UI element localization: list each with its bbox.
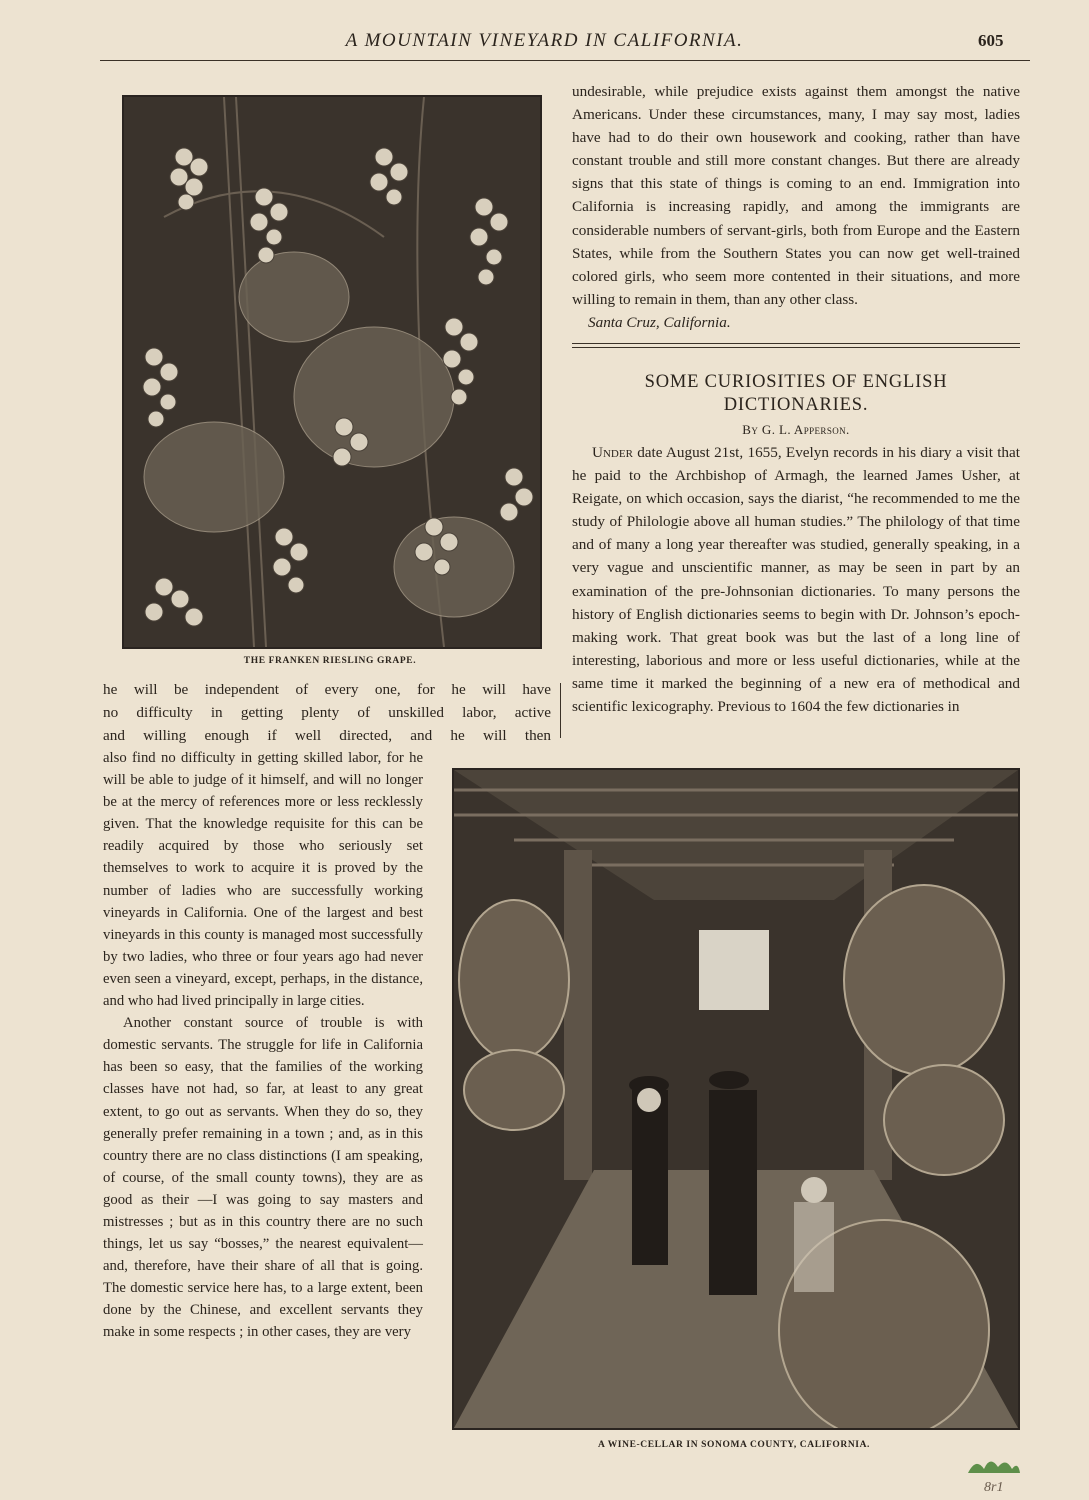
left-column-wide-text [103,678,551,747]
article-title-line: SOME CURIOSITIES OF ENGLISH [644,372,948,392]
place-line: Santa Cruz, California. [588,313,731,331]
left-column-narrow-text [103,747,423,1344]
wide-line: he will be independent of every one, for he will have [103,681,551,698]
header-rule [100,60,1030,61]
article-byline: By G. L. Apperson. [742,422,850,437]
section-divider [572,343,1020,348]
article-title [572,371,1020,417]
grape-engraving-icon [122,95,542,649]
right-column-continuation [572,80,1020,334]
paragraph: also find no difficulty in getting skilled labor, for he will be able to judge of it himself, and will no longer be at the mercy of references more or less recklessly given. That the knowledge requisite for this can be readily acquired by those who seriously set themselves to work to acquire it is proved by the number of ladies who are successfully working vineyards in California. One of the largest and best vineyards in this county is managed most successfully by two ladies, who three or four years ago had never even seen a vineyard, except, perhaps, in the distance, and who had lived principally in large cities. [103,750,423,1010]
wine-cellar-engraving-icon [452,768,1020,1430]
column-divider [560,683,561,738]
wide-line: and willing enough if well directed, and he will then [103,727,551,745]
article-body [572,441,1020,718]
article-title-line: DICTIONARIES. [723,395,869,415]
grape-engraving-drawing [124,97,540,647]
wine-cellar-drawing [454,770,1018,1428]
page-number: 605 [978,31,1004,50]
article-body-text: date August 21st, 1655, Evelyn records in his diary a visit that he paid to the Archbishop of Armagh, the learned James Usher, at Reigate, on which occasion, says the diarist, “he recommended to me the study of Philologie above all human studies.” The philology of that time and of many a long year thereafter was studied, generally speaking, in a very vague and unscientific manner, as may be seen in part by an examination of the pre-Johnsonian dictionaries. To many persons the history of English dictionaries seems to begin with Dr. Johnson’s epoch-making work. That great book was but the last of a long line of interesting, laborious and more or less useful dictionaries, while at the same time it marked the beginning of a new era of methodical and scientific lexicography. Previous to 1604 the few dictionaries in [572,444,1020,716]
lead-word: Under [592,444,633,461]
pencil-note: 8r1 [984,1480,1004,1495]
paragraph: undesirable, while prejudice exists against them amongst the native Americans. Under these circumstances, many, I may say most, ladies have had to do their own housework and cooking, rather than have constant trouble and still more constant changes. But there are already signs that this state of things is coming to an end. Immigration into California is increasing rapidly, and among the immigrants are considerable numbers of servant-girls, both from Europe and the Eastern States, while from the Southern States you can now get well-trained colored girls, who seem more contented in their situations, and more willing to remain in them, than any other class. [572,83,1020,308]
moss-icon [966,1453,1022,1475]
grape-caption: THE FRANKEN RIESLING GRAPE. [243,656,417,666]
wide-line: no difficulty in getting plenty of unskilled labor, active [103,704,551,722]
paragraph: Another constant source of trouble is with domestic servants. The struggle for life in California has been so easy, that the families of the working classes have not had, so far, at least to any great extent, to go out as servants. When they do so, they generally prefer remaining in a town ; and, as in this country there are no class distinctions (I am speaking, of course, of the small county towns), they are as good as their —I was going to say masters and mistresses ; but as in this country there are no such things, let us say “bosses,” the nearest equivalent—and, therefore, have their share of all that is going. The domestic service here has, to a large extent, been done by the Chinese, and excellent servants they make in some respects ; in other cases, they are very [103,1015,423,1341]
wine-cellar-caption: A WINE-CELLAR IN SONOMA COUNTY, CALIFORNIA. [597,1440,871,1450]
running-title: A MOUNTAIN VINEYARD IN CALIFORNIA. [345,30,744,51]
